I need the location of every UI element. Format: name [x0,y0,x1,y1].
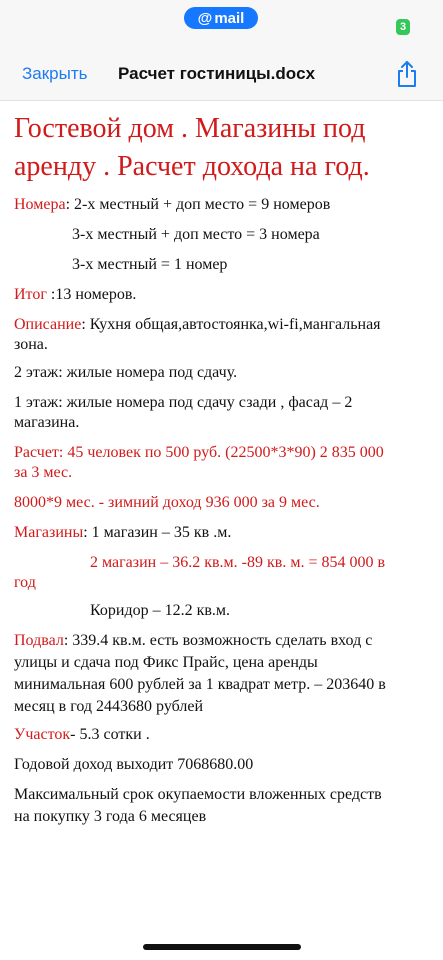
heading-line-2: аренду . Расчет дохода на год. [14,151,370,182]
corridor-line: Коридор – 12.2 кв.м. [90,602,231,619]
winter-income-line: 8000*9 мес. - зимний доход 936 000 за 9 мес. [14,494,320,511]
basement-line [14,630,372,652]
basement-line-3: минимальная 600 рублей за 1 квадрат метр. – 203640 в [14,676,386,693]
floor-2-line: 2 этаж: жилые номера под сдачу. [14,364,238,381]
at-icon: @ [197,9,213,27]
shops-value-1: : 1 магазин – 35 кв .м. [83,524,232,541]
document-body [0,100,443,900]
calc-line-2: за 3 мес. [14,464,73,481]
document-title: Расчет гостиницы.docx [118,64,316,83]
description-line [14,314,381,336]
total-line [14,284,136,306]
plot-line [14,724,150,746]
mail-app-pill[interactable] [184,7,258,29]
description-line-2: зона. [14,336,48,353]
payback-line: Максимальный срок окупаемости вложенных средств [14,786,382,803]
description-label: Описание [14,316,82,333]
heading-line-1: Гостевой дом . Магазины под [14,113,366,144]
home-indicator[interactable] [143,944,301,950]
mail-label: mail [214,9,245,27]
basement-value-1: : 339.4 кв.м. есть возможность сделать вход с [63,632,373,649]
basement-label: Подвал [14,632,64,649]
rooms-line [14,194,330,216]
payback-line-2: на покупку 3 года 6 месяцев [14,808,207,825]
shops-line-3: год [14,574,36,591]
total-label: Итог [14,286,47,303]
notification-badge: 3 [396,19,410,35]
rooms-value-1: : 2-х местный + доп место = 9 номеров [65,196,331,213]
basement-line-4: месяц в год 2443680 рублей [14,698,204,715]
description-value: : Кухня общая,автостоянка,wi-fi,мангальная [81,316,381,333]
annual-income-line: Годовой доход выходит 7068680.00 [14,756,254,773]
close-button[interactable]: Закрыть [22,64,88,83]
rooms-line-3: 3-х местный = 1 номер [72,256,228,273]
floor-1-line: 1 этаж: жилые номера под сдачу сзади , фасад – 2 [14,394,353,411]
calc-line: Расчет: 45 человек по 500 руб. (22500*3*90) 2 835 000 [14,444,384,461]
basement-line-2: улицы и сдача под Фикс Прайс, цена аренды [14,654,318,671]
floor-1-line-2: магазина. [14,414,80,431]
rooms-label: Номера [14,196,66,213]
plot-label: Участок [14,726,71,743]
rooms-line-2: 3-х местный + доп место = 3 номера [72,226,320,243]
shops-label: Магазины [14,524,84,541]
total-value: :13 номеров. [46,286,137,303]
document-viewer-header [0,0,443,101]
plot-value: - 5.3 сотки . [70,726,150,743]
shops-line [14,522,231,544]
share-icon[interactable] [396,60,418,88]
shops-line-2: 2 магазин – 36.2 кв.м. -89 кв. м. = 854 000 в [90,554,386,571]
